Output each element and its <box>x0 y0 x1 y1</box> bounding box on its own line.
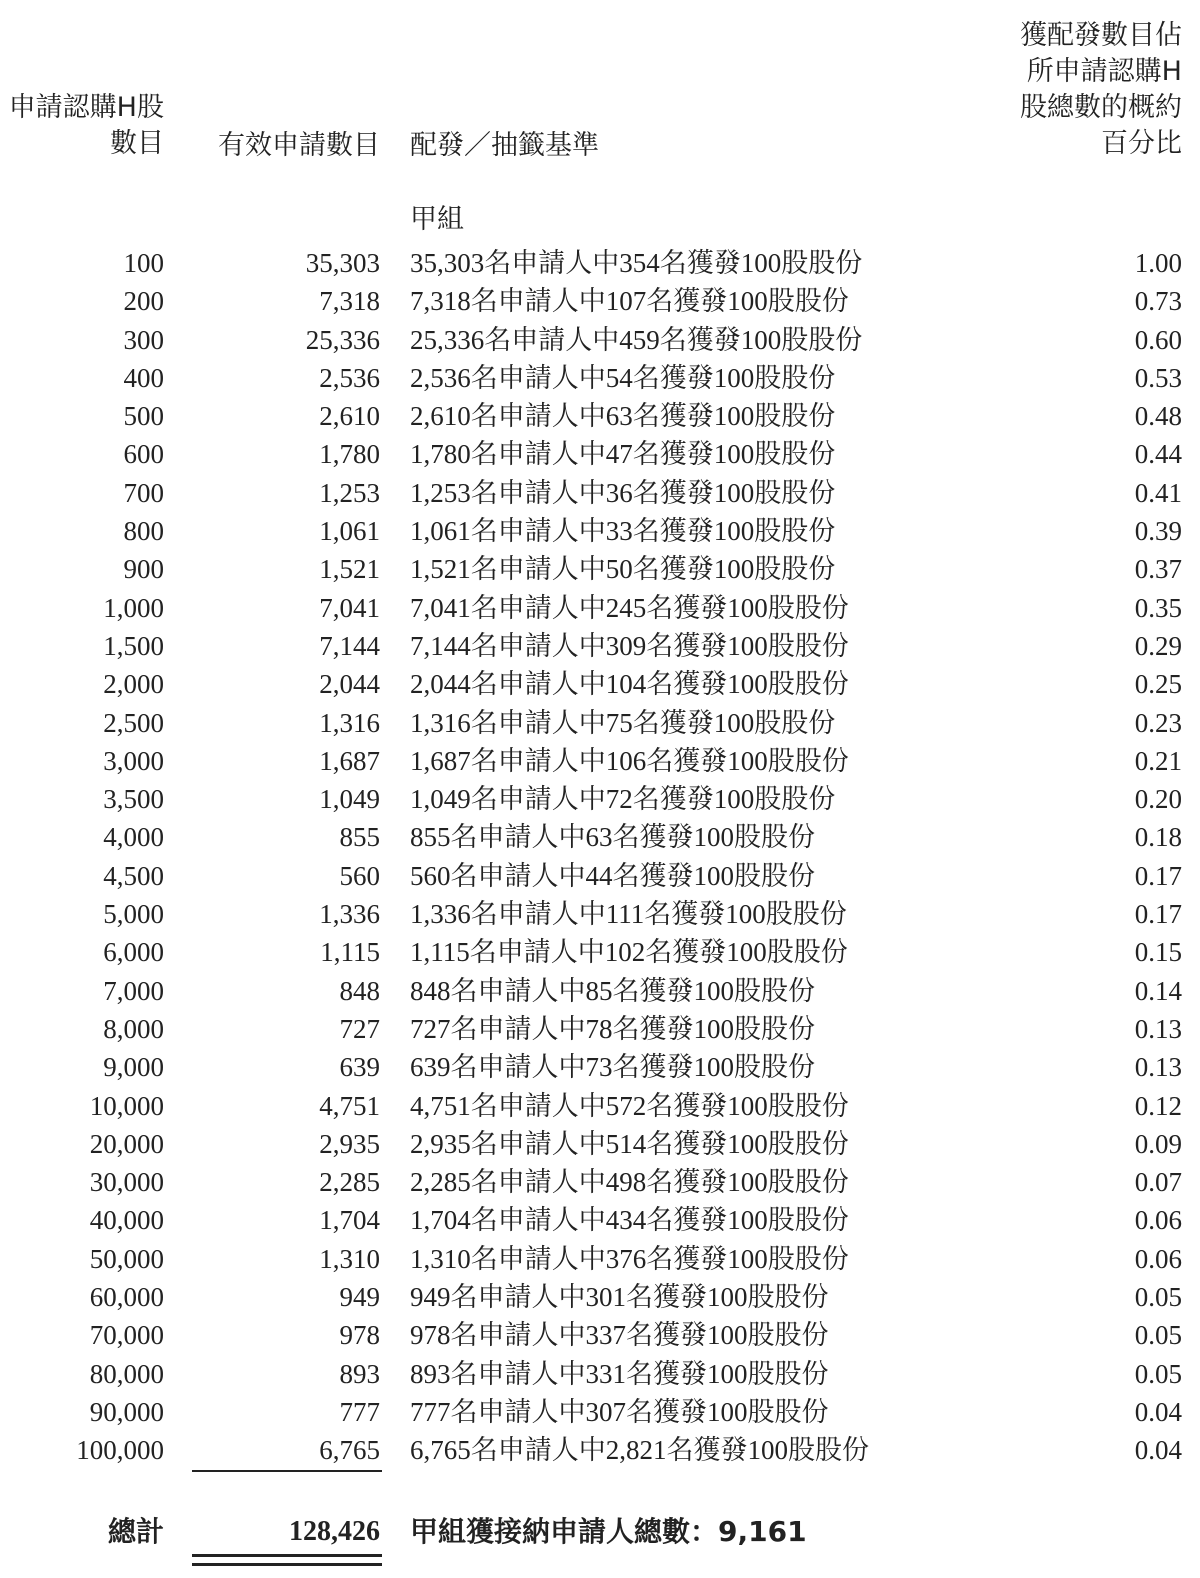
approx-percentage-cell: 0.18 <box>1134 822 1182 853</box>
allotment-basis-cell: 1,310名申請人中376名獲發100股股份 <box>410 1243 849 1274</box>
allotment-basis-cell: 2,935名申請人中514名獲發100股股份 <box>410 1128 849 1159</box>
approx-percentage-cell: 0.05 <box>1134 1320 1182 1351</box>
allotment-basis-cell: 2,285名申請人中498名獲發100股股份 <box>410 1167 849 1198</box>
header-valid-applications <box>218 128 380 164</box>
table-row <box>0 742 1200 780</box>
approx-percentage-cell: 0.05 <box>1134 1282 1182 1313</box>
header-applied-shares <box>9 90 164 162</box>
applied-shares-cell: 70,000 <box>89 1320 164 1351</box>
applied-shares-cell: 8,000 <box>103 1013 164 1044</box>
allotment-basis-cell: 1,687名申請人中106名獲發100股股份 <box>410 745 849 776</box>
table-row <box>0 244 1200 282</box>
allotment-basis-cell: 1,780名申請人中47名獲發100股股份 <box>410 439 836 470</box>
applied-shares-cell: 80,000 <box>89 1358 164 1389</box>
allotment-basis-cell: 35,303名申請人中354名獲發100股股份 <box>410 248 863 278</box>
approx-percentage-cell: 0.06 <box>1134 1205 1182 1236</box>
allotment-table-body <box>0 244 1200 1470</box>
total-label: 總計 <box>107 1515 164 1548</box>
approx-percentage-cell: 0.13 <box>1134 1052 1182 1083</box>
table-row <box>0 665 1200 703</box>
header-allotment-basis <box>410 128 599 164</box>
applied-shares-cell: 300 <box>123 324 164 355</box>
applied-shares-cell: 10,000 <box>89 1090 164 1121</box>
allotment-basis-cell: 2,610名申請人中63名獲發100股股份 <box>410 401 836 432</box>
header-approx-percentage <box>1020 18 1182 162</box>
allotment-basis-cell: 639名申請人中73名獲發100股股份 <box>410 1052 815 1083</box>
allotment-basis-cell: 978名申請人中337名獲發100股股份 <box>410 1320 829 1351</box>
header-approx-percentage-line2: 所申請認購H <box>1026 56 1182 87</box>
approx-percentage-cell: 0.12 <box>1134 1090 1182 1121</box>
approx-percentage-cell: 0.04 <box>1134 1396 1182 1427</box>
valid-applications-cell: 893 <box>339 1358 380 1389</box>
applied-shares-cell: 500 <box>123 401 164 432</box>
table-row <box>0 550 1200 588</box>
allotment-basis-cell: 855名申請人中63名獲發100股股份 <box>410 822 815 853</box>
table-row <box>0 1087 1200 1125</box>
table-row <box>0 1393 1200 1431</box>
approx-percentage-cell: 0.44 <box>1134 439 1182 470</box>
valid-applications-cell: 4,751 <box>319 1090 380 1121</box>
table-row <box>0 321 1200 359</box>
valid-applications-cell: 949 <box>339 1282 380 1313</box>
allotment-basis-cell: 1,061名申請人中33名獲發100股股份 <box>410 516 836 547</box>
approx-percentage-cell: 1.00 <box>1134 248 1182 278</box>
table-row <box>0 704 1200 742</box>
table-row <box>0 1240 1200 1278</box>
approx-percentage-cell: 0.48 <box>1134 401 1182 432</box>
header-applied-shares-line1: 申請認購H股 <box>8 92 164 123</box>
table-row <box>0 397 1200 435</box>
header-allotment-basis-text: 配發／抽籤基準 <box>410 130 599 161</box>
table-row <box>0 1010 1200 1048</box>
allotment-basis-cell: 1,704名申請人中434名獲發100股股份 <box>410 1205 849 1236</box>
valid-applications-cell: 1,780 <box>319 439 380 470</box>
table-row <box>0 589 1200 627</box>
total-double-rule <box>192 1554 382 1566</box>
allotment-basis-cell: 1,336名申請人中111名獲發100股股份 <box>410 899 847 930</box>
applied-shares-cell: 60,000 <box>89 1282 164 1313</box>
table-row <box>0 1048 1200 1086</box>
table-row <box>0 857 1200 895</box>
valid-applications-cell: 2,285 <box>319 1167 380 1198</box>
applied-shares-cell: 5,000 <box>103 899 164 930</box>
applied-shares-cell: 2,500 <box>103 707 164 738</box>
table-row <box>0 818 1200 856</box>
table-row <box>0 933 1200 971</box>
allotment-basis-cell: 893名申請人中331名獲發100股股份 <box>410 1358 829 1389</box>
approx-percentage-cell: 0.06 <box>1134 1243 1182 1274</box>
allotment-basis-cell: 1,316名申請人中75名獲發100股股份 <box>410 707 836 738</box>
approx-percentage-cell: 0.15 <box>1134 937 1182 968</box>
approx-percentage-cell: 0.23 <box>1134 707 1182 738</box>
valid-applications-cell: 25,336 <box>305 324 380 355</box>
header-approx-percentage-line4: 百分比 <box>1101 128 1182 159</box>
approx-percentage-cell: 0.13 <box>1134 1013 1182 1044</box>
approx-percentage-cell: 0.73 <box>1134 286 1182 317</box>
approx-percentage-cell: 0.25 <box>1134 669 1182 700</box>
valid-applications-cell: 1,115 <box>320 937 380 968</box>
table-row <box>0 1431 1200 1469</box>
applied-shares-cell: 1,000 <box>103 592 164 623</box>
allotment-basis-cell: 1,253名申請人中36名獲發100股股份 <box>410 477 836 508</box>
applied-shares-cell: 90,000 <box>89 1396 164 1427</box>
table-row <box>0 1355 1200 1393</box>
allotment-basis-cell: 4,751名申請人中572名獲發100股股份 <box>410 1090 849 1121</box>
approx-percentage-cell: 0.41 <box>1134 477 1182 508</box>
applied-shares-cell: 20,000 <box>89 1128 164 1159</box>
valid-applications-cell: 777 <box>339 1396 380 1427</box>
valid-applications-cell: 1,704 <box>319 1205 380 1236</box>
approx-percentage-cell: 0.17 <box>1134 860 1182 891</box>
group-label: 甲組 <box>410 204 464 235</box>
approx-percentage-cell: 0.17 <box>1134 899 1182 930</box>
applied-shares-cell: 30,000 <box>89 1167 164 1198</box>
valid-applications-cell: 1,521 <box>319 554 380 585</box>
valid-applications-cell: 2,610 <box>319 401 380 432</box>
table-row <box>0 780 1200 818</box>
applied-shares-cell: 800 <box>123 516 164 547</box>
valid-applications-cell: 1,253 <box>319 477 380 508</box>
allotment-basis-cell: 2,044名申請人中104名獲發100股股份 <box>410 669 849 700</box>
valid-applications-cell: 727 <box>339 1013 380 1044</box>
table-row <box>0 895 1200 933</box>
valid-applications-cell: 1,061 <box>319 516 380 547</box>
valid-applications-cell: 7,041 <box>319 592 380 623</box>
table-row <box>0 474 1200 512</box>
valid-applications-cell: 7,144 <box>319 630 380 661</box>
allotment-basis-cell: 7,144名申請人中309名獲發100股股份 <box>410 630 849 661</box>
table-row <box>0 282 1200 320</box>
approx-percentage-cell: 0.60 <box>1134 324 1182 355</box>
applied-shares-cell: 1,500 <box>103 630 164 661</box>
valid-applications-cell: 2,935 <box>319 1128 380 1159</box>
valid-applications-cell: 560 <box>339 860 380 891</box>
applied-shares-cell: 6,000 <box>103 937 164 968</box>
table-row <box>0 1125 1200 1163</box>
applied-shares-cell: 100 <box>123 248 164 278</box>
valid-applications-cell: 6,765 <box>319 1435 380 1466</box>
valid-applications-cell: 7,318 <box>319 286 380 317</box>
allotment-basis-cell: 1,115名申請人中102名獲發100股股份 <box>410 937 848 968</box>
allotment-basis-cell: 560名申請人中44名獲發100股股份 <box>410 860 815 891</box>
allotment-basis-cell: 777名申請人中307名獲發100股股份 <box>410 1396 829 1427</box>
valid-applications-cell: 1,049 <box>319 784 380 815</box>
valid-applications-cell: 978 <box>339 1320 380 1351</box>
table-row <box>0 1316 1200 1354</box>
allotment-basis-cell: 2,536名申請人中54名獲發100股股份 <box>410 362 836 393</box>
applied-shares-cell: 3,500 <box>103 784 164 815</box>
applied-shares-cell: 3,000 <box>103 745 164 776</box>
allotment-basis-cell: 1,049名申請人中72名獲發100股股份 <box>410 784 836 815</box>
applied-shares-cell: 600 <box>123 439 164 470</box>
applied-shares-cell: 200 <box>123 286 164 317</box>
valid-applications-cell: 1,336 <box>319 899 380 930</box>
approx-percentage-cell: 0.21 <box>1134 745 1182 776</box>
valid-applications-cell: 2,536 <box>319 362 380 393</box>
header-valid-applications-text: 有效申請數目 <box>218 130 380 161</box>
approx-percentage-cell: 0.29 <box>1134 630 1182 661</box>
applied-shares-cell: 700 <box>123 477 164 508</box>
allotment-basis-cell: 7,318名申請人中107名獲發100股股份 <box>410 286 849 317</box>
valid-applications-cell: 1,310 <box>319 1243 380 1274</box>
approx-percentage-cell: 0.04 <box>1134 1435 1182 1466</box>
valid-applications-cell: 35,303 <box>305 248 380 278</box>
table-row <box>0 1163 1200 1201</box>
allotment-basis-cell: 848名申請人中85名獲發100股股份 <box>410 975 815 1006</box>
table-row <box>0 972 1200 1010</box>
valid-applications-cell: 639 <box>339 1052 380 1083</box>
applied-shares-cell: 4,500 <box>103 860 164 891</box>
table-row <box>0 1201 1200 1239</box>
approx-percentage-cell: 0.09 <box>1134 1128 1182 1159</box>
valid-applications-cell: 1,316 <box>319 707 380 738</box>
approx-percentage-cell: 0.37 <box>1134 554 1182 585</box>
subtotal-rule <box>192 1470 382 1472</box>
applied-shares-cell: 7,000 <box>103 975 164 1006</box>
allotment-basis-cell: 25,336名申請人中459名獲發100股股份 <box>410 324 863 355</box>
table-row <box>0 1278 1200 1316</box>
applied-shares-cell: 50,000 <box>89 1243 164 1274</box>
table-row <box>0 435 1200 473</box>
allotment-basis-cell: 6,765名申請人中2,821名獲發100股股份 <box>410 1435 869 1466</box>
allotment-basis-cell: 7,041名申請人中245名獲發100股股份 <box>410 592 849 623</box>
valid-applications-cell: 2,044 <box>319 669 380 700</box>
total-accepted-applicants: 甲組獲接納申請人總數：9,161 <box>410 1515 807 1548</box>
total-row <box>0 1512 1200 1552</box>
table-row <box>0 627 1200 665</box>
approx-percentage-cell: 0.14 <box>1134 975 1182 1006</box>
applied-shares-cell: 9,000 <box>103 1052 164 1083</box>
approx-percentage-cell: 0.07 <box>1134 1167 1182 1198</box>
allotment-basis-cell: 1,521名申請人中50名獲發100股股份 <box>410 554 836 585</box>
applied-shares-cell: 400 <box>123 362 164 393</box>
applied-shares-cell: 2,000 <box>103 669 164 700</box>
approx-percentage-cell: 0.05 <box>1134 1358 1182 1389</box>
applied-shares-cell: 100,000 <box>76 1435 164 1466</box>
total-value: 128,426 <box>289 1516 380 1547</box>
table-row <box>0 359 1200 397</box>
approx-percentage-cell: 0.35 <box>1134 592 1182 623</box>
allotment-basis-cell: 949名申請人中301名獲發100股股份 <box>410 1282 829 1313</box>
approx-percentage-cell: 0.20 <box>1134 784 1182 815</box>
applied-shares-cell: 900 <box>123 554 164 585</box>
applied-shares-cell: 4,000 <box>103 822 164 853</box>
allotment-basis-cell: 727名申請人中78名獲發100股股份 <box>410 1013 815 1044</box>
valid-applications-cell: 855 <box>339 822 380 853</box>
valid-applications-cell: 848 <box>339 975 380 1006</box>
applied-shares-cell: 40,000 <box>89 1205 164 1236</box>
approx-percentage-cell: 0.39 <box>1134 516 1182 547</box>
header-approx-percentage-line1: 獲配發數目佔 <box>1020 20 1182 51</box>
valid-applications-cell: 1,687 <box>319 745 380 776</box>
header-approx-percentage-line3: 股總數的概約 <box>1020 92 1182 123</box>
approx-percentage-cell: 0.53 <box>1134 362 1182 393</box>
header-applied-shares-line2: 數目 <box>110 128 164 159</box>
table-row <box>0 512 1200 550</box>
